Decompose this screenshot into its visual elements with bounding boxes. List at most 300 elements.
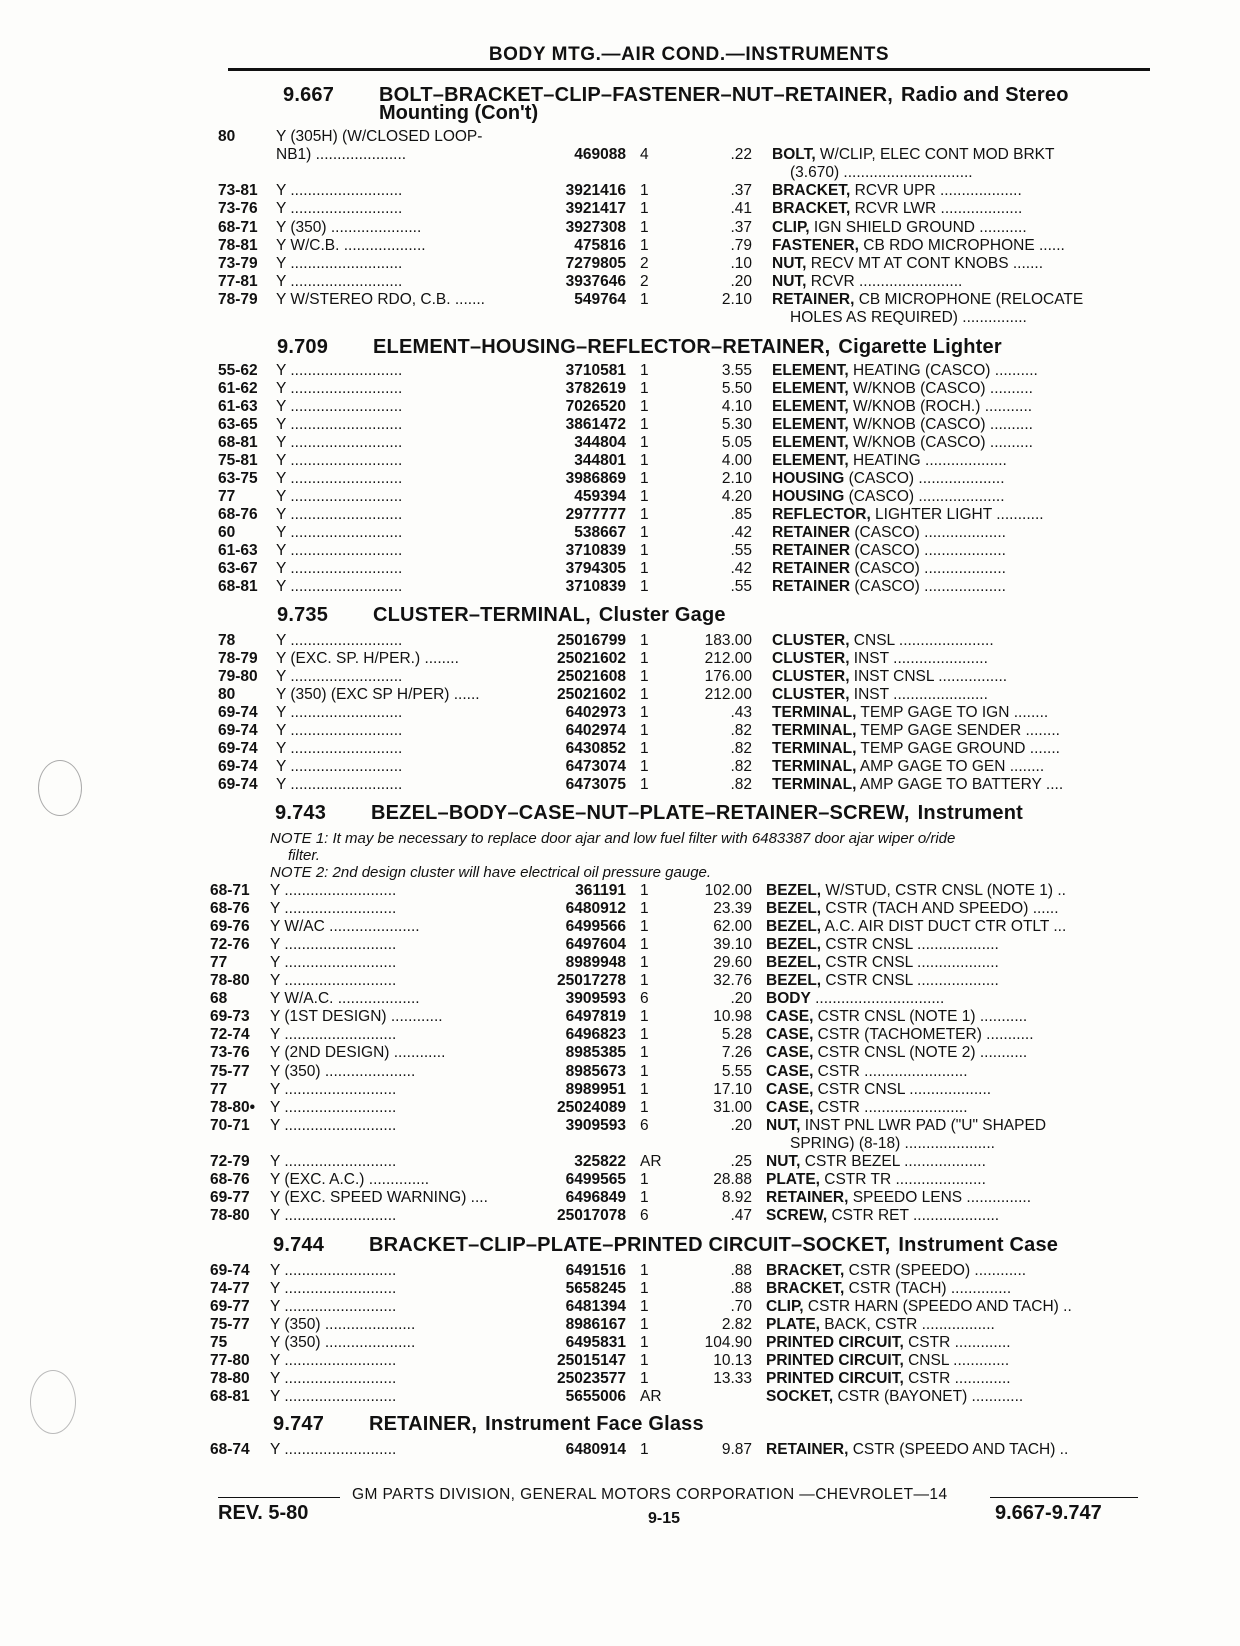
section-number: 9.735: [277, 604, 329, 626]
row-part-name: [766, 1099, 1118, 1117]
table-row: [0, 380, 1180, 398]
row-price: .37: [730, 182, 752, 200]
table-row: [0, 1316, 1180, 1334]
row-part-number: 25017078: [557, 1206, 626, 1224]
row-part-name: [772, 632, 1124, 650]
row-part-name-detail: CSTR RET ....................: [827, 1206, 1000, 1224]
table-row: [0, 1044, 1180, 1062]
row-part-number: 344801: [574, 452, 626, 469]
row-price: .42: [730, 524, 752, 541]
row-description: Y ..........................: [276, 722, 403, 739]
table-row: [0, 452, 1180, 470]
row-description: Y ..........................: [276, 668, 403, 685]
row-years: 73-81: [218, 182, 258, 200]
section-heading: [277, 604, 726, 627]
row-quantity: 4: [640, 146, 649, 164]
row-quantity: 1: [640, 650, 649, 667]
row-part-name-detail: CSTR .............: [903, 1370, 1011, 1387]
row-part-name-detail: CSTR (TACH) ..............: [844, 1280, 1012, 1297]
row-description: Y ..........................: [276, 578, 403, 595]
table-row: [0, 524, 1180, 542]
row-years: 79-80: [218, 668, 258, 685]
row-part-name-detail: W/KNOB (CASCO) ..........: [848, 434, 1033, 451]
row-part-number: 3921416: [565, 182, 626, 200]
row-part-name: [766, 1316, 1118, 1334]
row-years: 77-80: [210, 1352, 250, 1369]
row-years: 69-74: [218, 758, 258, 775]
row-quantity: 1: [640, 452, 649, 469]
section-heading: [275, 802, 1023, 825]
row-price: .25: [730, 1152, 752, 1170]
row-years: 68-81: [218, 434, 258, 451]
row-part-name-detail: CSTR (SPEEDO AND TACH) ..: [848, 1441, 1069, 1458]
row-part-number: 344804: [574, 434, 626, 451]
row-part-name: [772, 452, 1124, 470]
row-price: 32.76: [713, 972, 752, 990]
row-description: Y ..........................: [276, 542, 403, 559]
row-description: Y ..........................: [276, 380, 403, 397]
row-description: Y ..........................: [276, 506, 403, 523]
row-part-number: 6480912: [565, 900, 626, 918]
row-part-name-bold: BODY: [766, 990, 811, 1008]
table-row: [0, 470, 1180, 488]
section-note: NOTE 1: It may be necessary to replace door ajar and low fuel filter with 6483387 door ajar wiper o/ride: [270, 830, 956, 847]
row-part-name-detail: (CASCO) ...................: [850, 542, 1006, 559]
row-part-name: [772, 182, 1124, 200]
row-quantity: 2: [640, 272, 649, 290]
section-subtitle: Cluster Gage: [598, 604, 726, 626]
row-quantity: 1: [640, 290, 649, 308]
row-quantity: 1: [640, 1080, 649, 1098]
row-part-name-detail: W/KNOB (CASCO) ..........: [848, 380, 1033, 397]
row-years: 69-74: [218, 722, 258, 739]
table-row: [0, 1334, 1180, 1352]
row-years: 78-80: [210, 1370, 250, 1387]
row-part-name: [766, 1008, 1118, 1026]
table-row: [0, 273, 1180, 291]
row-part-name: [766, 1262, 1118, 1280]
row-part-name-bold: ELEMENT,: [772, 452, 849, 469]
table-row: [0, 650, 1180, 668]
row-description: Y ..........................: [270, 1298, 397, 1315]
row-quantity: 1: [640, 740, 649, 757]
row-years: 75-77: [210, 1316, 250, 1333]
section-number: 9.667: [283, 84, 335, 106]
row-part-number: 25021608: [557, 668, 626, 685]
row-part-number: 6499566: [565, 918, 626, 936]
row-description: Y ..........................: [276, 524, 403, 541]
table-row-continuation: (3.670) ..............................: [790, 164, 973, 182]
row-part-name-bold: BEZEL,: [766, 900, 822, 918]
table-row: [0, 1388, 1180, 1406]
row-part-name: [772, 200, 1124, 218]
row-quantity: 1: [640, 200, 649, 218]
section-number: 9.747: [273, 1413, 325, 1435]
row-part-name-detail: CSTR CNSL ...................: [813, 1080, 992, 1098]
row-part-name-bold: CLUSTER,: [772, 668, 850, 685]
row-quantity: 1: [640, 578, 649, 595]
row-quantity: 1: [640, 1008, 649, 1026]
table-row: [0, 1352, 1180, 1370]
row-description: Y ..........................: [276, 740, 403, 757]
row-years: 61-63: [218, 398, 258, 415]
row-quantity: 1: [640, 1441, 649, 1458]
row-description: Y ..........................: [270, 1116, 397, 1134]
row-price: 62.00: [713, 918, 752, 936]
table-row: [0, 740, 1180, 758]
row-years: 61-63: [218, 542, 258, 559]
table-row: [0, 1298, 1180, 1316]
row-part-number: 6402973: [565, 704, 626, 721]
row-part-name-bold: BEZEL,: [766, 954, 822, 972]
row-part-name: [772, 398, 1124, 416]
row-part-name-detail: CSTR TR .....................: [819, 1170, 986, 1188]
row-part-number: 8985385: [565, 1044, 626, 1062]
row-years: 75: [210, 1334, 228, 1351]
row-description: Y (EXC. SP. H/PER.) ........: [276, 650, 459, 667]
row-part-name-detail: (CASCO) ....................: [844, 488, 1005, 505]
row-part-name-bold: CLIP,: [766, 1298, 804, 1315]
row-description: Y ..........................: [270, 1026, 397, 1044]
row-price: 212.00: [704, 686, 752, 703]
row-quantity: AR: [640, 1388, 662, 1405]
row-description: Y (EXC. SPEED WARNING) ....: [270, 1188, 488, 1206]
row-price: .82: [730, 740, 752, 757]
row-description: Y ..........................: [270, 954, 397, 972]
row-part-name: [772, 704, 1124, 722]
row-years: 69-74: [210, 1262, 250, 1279]
row-years: 63-65: [218, 416, 258, 433]
row-years: 73-76: [218, 200, 258, 218]
row-description: Y ..........................: [276, 398, 403, 415]
row-part-number: 6499565: [565, 1170, 626, 1188]
row-quantity: 1: [640, 900, 649, 918]
row-part-name-bold: CASE,: [766, 1044, 814, 1062]
row-part-name: [772, 668, 1124, 686]
row-years: 61-62: [218, 380, 258, 397]
row-price: .82: [730, 722, 752, 739]
row-description: Y (EXC. A.C.) ..............: [270, 1170, 430, 1188]
row-part-number: 325822: [574, 1152, 626, 1170]
table-row: [0, 918, 1180, 936]
row-price: 23.39: [713, 900, 752, 918]
row-part-number: 3927308: [565, 218, 626, 236]
row-price: 8.92: [721, 1188, 752, 1206]
row-part-name-bold: BEZEL,: [766, 882, 822, 899]
row-part-name: [766, 1044, 1118, 1062]
row-quantity: 1: [640, 882, 649, 899]
row-years: 80: [218, 128, 236, 145]
row-description: Y ..........................: [276, 182, 403, 200]
row-part-name: [766, 1081, 1118, 1099]
row-part-name: [766, 972, 1118, 990]
table-row: [0, 936, 1180, 954]
row-part-number: 6473074: [565, 758, 626, 775]
row-years: 78-80: [210, 1206, 250, 1224]
row-part-name: [772, 560, 1124, 578]
row-part-name: [772, 362, 1124, 380]
section-number: 9.744: [273, 1234, 325, 1256]
row-part-name-bold: BRACKET,: [772, 200, 851, 218]
row-quantity: 1: [640, 470, 649, 487]
table-row: [0, 1117, 1180, 1135]
section-title: BOLT–BRACKET–CLIP–FASTENER–NUT–RETAINER,: [379, 84, 893, 106]
table-row: [0, 1189, 1180, 1207]
row-part-name: [766, 954, 1118, 972]
row-price: .37: [730, 218, 752, 236]
row-part-name: [766, 1117, 1118, 1135]
row-price: 5.55: [721, 1062, 752, 1080]
section-heading: [277, 336, 1002, 359]
table-row: [0, 128, 1180, 146]
row-part-name: [766, 1026, 1118, 1044]
page-title: BODY MTG.—AIR COND.—INSTRUMENTS: [488, 44, 890, 65]
row-years: 55-62: [218, 362, 258, 379]
row-part-number: 5655006: [565, 1388, 626, 1405]
row-years: 69-77: [210, 1298, 250, 1315]
row-quantity: 1: [640, 1370, 649, 1387]
table-row: [0, 398, 1180, 416]
row-price: .55: [730, 542, 752, 559]
row-description: Y W/AC .....................: [270, 918, 420, 936]
table-row: [0, 1026, 1180, 1044]
row-description: Y (350) .....................: [276, 218, 422, 236]
row-quantity: 1: [640, 1188, 649, 1206]
section-title: CLUSTER–TERMINAL,: [373, 604, 591, 626]
row-quantity: 1: [640, 954, 649, 972]
row-part-name-detail: RECV MT AT CONT KNOBS .......: [806, 254, 1044, 272]
row-years: 72-76: [210, 936, 250, 954]
row-part-name-detail: HEATING (CASCO) ..........: [848, 362, 1038, 379]
section-heading: [273, 1234, 1058, 1257]
row-years: 74-77: [210, 1280, 250, 1297]
row-part-name-bold: TERMINAL,: [772, 776, 857, 793]
row-part-name-bold: CASE,: [766, 1098, 814, 1116]
row-description: Y ..........................: [270, 1280, 397, 1297]
row-part-name-bold: NUT,: [772, 272, 807, 290]
scan-artifact: [38, 760, 82, 816]
row-part-name-detail: (CASCO) ...................: [850, 560, 1006, 577]
row-price: .10: [730, 254, 752, 272]
row-price: .42: [730, 560, 752, 577]
row-part-name-detail: CSTR (SPEEDO) ............: [844, 1262, 1027, 1279]
row-years: 68-76: [210, 1170, 250, 1188]
row-quantity: 1: [640, 182, 649, 200]
row-part-number: 25023577: [557, 1370, 626, 1387]
row-description: Y ..........................: [270, 1080, 397, 1098]
table-row: [0, 219, 1180, 237]
row-part-name: [772, 488, 1124, 506]
row-quantity: 1: [640, 1298, 649, 1315]
row-years: 70-71: [210, 1116, 250, 1134]
row-description: Y ..........................: [270, 1098, 397, 1116]
row-years: 68-81: [210, 1388, 250, 1405]
row-part-number: 25016799: [557, 632, 626, 649]
section-subtitle: Instrument: [917, 802, 1024, 824]
row-part-number: 475816: [574, 236, 626, 254]
row-part-name-detail: CB MICROPHONE (RELOCATE: [854, 290, 1084, 308]
row-years: 72-79: [210, 1152, 250, 1170]
row-part-name-bold: CASE,: [766, 1008, 814, 1026]
section-heading-continued: Mounting (Con't): [379, 102, 539, 124]
table-row: [0, 1280, 1180, 1298]
table-row-continuation: SPRING) (8-18) .....................: [790, 1134, 995, 1152]
row-part-name-bold: PLATE,: [766, 1316, 820, 1333]
row-price: 3.55: [721, 362, 752, 379]
row-part-name-bold: CASE,: [766, 1026, 814, 1044]
row-part-name-bold: CLIP,: [772, 218, 810, 236]
row-years: 68-71: [218, 218, 258, 236]
row-years: 73-79: [218, 254, 258, 272]
row-quantity: 1: [640, 1352, 649, 1369]
row-description: Y ..........................: [270, 1370, 397, 1387]
row-part-name-detail: LIGHTER LIGHT ...........: [870, 506, 1044, 523]
table-row: [0, 200, 1180, 218]
row-description: Y ..........................: [270, 936, 397, 954]
row-part-name-bold: RETAINER,: [766, 1441, 849, 1458]
row-part-name: [772, 776, 1124, 794]
row-price: 10.98: [713, 1008, 752, 1026]
row-years: 69-74: [218, 740, 258, 757]
table-row: [0, 776, 1180, 794]
row-part-name: [772, 758, 1124, 776]
table-row: [0, 146, 1180, 164]
row-part-name: [772, 146, 1124, 164]
table-row: [0, 506, 1180, 524]
row-part-number: 7279805: [565, 254, 626, 272]
row-part-name-detail: CB RDO MICROPHONE ......: [858, 236, 1065, 254]
row-part-number: 8989951: [565, 1080, 626, 1098]
row-part-name-bold: TERMINAL,: [772, 740, 857, 757]
row-price: .88: [730, 1262, 752, 1279]
row-part-name-bold: CASE,: [766, 1080, 814, 1098]
row-years: 68-71: [210, 882, 250, 899]
row-part-name-detail: W/KNOB (ROCH.) ...........: [848, 398, 1033, 415]
row-part-name-bold: ELEMENT,: [772, 434, 849, 451]
row-quantity: 1: [640, 1026, 649, 1044]
row-part-name: [772, 740, 1124, 758]
row-part-name: [772, 237, 1124, 255]
row-part-name: [766, 1189, 1118, 1207]
table-row: [0, 255, 1180, 273]
section-title: BRACKET–CLIP–PLATE–PRINTED CIRCUIT–SOCKET,: [369, 1234, 891, 1256]
row-description: Y (1ST DESIGN) ............: [270, 1008, 443, 1026]
row-description: Y (350) .....................: [270, 1316, 416, 1333]
row-description: Y ..........................: [276, 254, 403, 272]
row-quantity: 1: [640, 918, 649, 936]
row-description: Y W/A.C. ...................: [270, 990, 420, 1008]
row-description: Y (2ND DESIGN) ............: [270, 1044, 446, 1062]
row-part-number: 6496823: [565, 1026, 626, 1044]
row-description: Y ..........................: [276, 452, 403, 469]
row-part-number: 3710839: [565, 578, 626, 595]
row-quantity: 1: [640, 218, 649, 236]
row-quantity: 1: [640, 398, 649, 415]
row-years: 68: [210, 990, 228, 1008]
row-part-number: 8985673: [565, 1062, 626, 1080]
row-quantity: 1: [640, 524, 649, 541]
row-part-name-detail: CSTR .............: [903, 1334, 1011, 1351]
row-part-name: [772, 291, 1124, 309]
table-row: [0, 578, 1180, 596]
row-part-name-detail: CNSL ......................: [849, 632, 994, 649]
row-price: 4.00: [721, 452, 752, 469]
row-quantity: 1: [640, 1280, 649, 1297]
row-part-name-detail: W/KNOB (CASCO) ..........: [848, 416, 1033, 433]
row-part-name-detail: CSTR HARN (SPEEDO AND TACH) ..: [803, 1298, 1072, 1315]
row-quantity: 1: [640, 434, 649, 451]
row-quantity: 1: [640, 560, 649, 577]
row-part-name-bold: FASTENER,: [772, 236, 859, 254]
row-quantity: AR: [640, 1152, 662, 1170]
row-price: 4.10: [721, 398, 752, 415]
row-part-name: [772, 416, 1124, 434]
row-part-number: 538667: [574, 524, 626, 541]
row-part-name-bold: RETAINER: [772, 524, 851, 541]
row-part-name-bold: CLUSTER,: [772, 650, 850, 667]
row-part-number: 3794305: [565, 560, 626, 577]
row-price: 5.05: [721, 434, 752, 451]
row-description: Y W/C.B. ...................: [276, 236, 426, 254]
row-part-name: [766, 1388, 1118, 1406]
table-row: [0, 1370, 1180, 1388]
row-quantity: 1: [640, 668, 649, 685]
row-years: 77: [210, 1080, 228, 1098]
row-part-name-bold: ELEMENT,: [772, 380, 849, 397]
row-description: Y (350) (EXC SP H/PER) ......: [276, 686, 480, 703]
row-price: 2.10: [721, 290, 752, 308]
row-price: 4.20: [721, 488, 752, 505]
footer-range: 9.667-9.747: [995, 1502, 1102, 1524]
row-part-name-bold: ELEMENT,: [772, 362, 849, 379]
row-part-name-bold: SOCKET,: [766, 1388, 834, 1405]
row-price: 212.00: [704, 650, 752, 667]
footer-rule-right: [990, 1497, 1138, 1498]
row-quantity: 1: [640, 1098, 649, 1116]
row-part-name-detail: TEMP GAGE SENDER ........: [856, 722, 1060, 739]
row-description: Y (350) .....................: [270, 1062, 416, 1080]
row-quantity: 1: [640, 1334, 649, 1351]
table-row: [0, 972, 1180, 990]
table-row: [0, 900, 1180, 918]
table-row: [0, 560, 1180, 578]
row-part-name-detail: INST ......................: [849, 686, 988, 703]
row-part-name: [772, 686, 1124, 704]
row-part-name-bold: NUT,: [766, 1152, 801, 1170]
row-part-number: 459394: [574, 488, 626, 505]
row-part-number: 6496849: [565, 1188, 626, 1206]
row-description: Y ..........................: [276, 560, 403, 577]
row-part-number: 8989948: [565, 954, 626, 972]
row-part-name-bold: PRINTED CIRCUIT,: [766, 1370, 904, 1387]
row-part-name-bold: REFLECTOR,: [772, 506, 871, 523]
row-description: Y ..........................: [270, 1352, 397, 1369]
footer-rule-left: [218, 1497, 340, 1498]
table-row: [0, 990, 1180, 1008]
table-row: [0, 1262, 1180, 1280]
scan-artifact: [30, 1370, 76, 1434]
row-part-number: 3937646: [565, 272, 626, 290]
row-part-name: [772, 524, 1124, 542]
table-row: [0, 954, 1180, 972]
table-row: [0, 1441, 1180, 1459]
row-price: 39.10: [713, 936, 752, 954]
row-part-number: 6480914: [565, 1441, 626, 1458]
row-part-name: [766, 1370, 1118, 1388]
row-part-name-detail: AMP GAGE TO GEN ........: [856, 758, 1045, 775]
row-part-name-bold: TERMINAL,: [772, 722, 857, 739]
row-quantity: 1: [640, 758, 649, 775]
